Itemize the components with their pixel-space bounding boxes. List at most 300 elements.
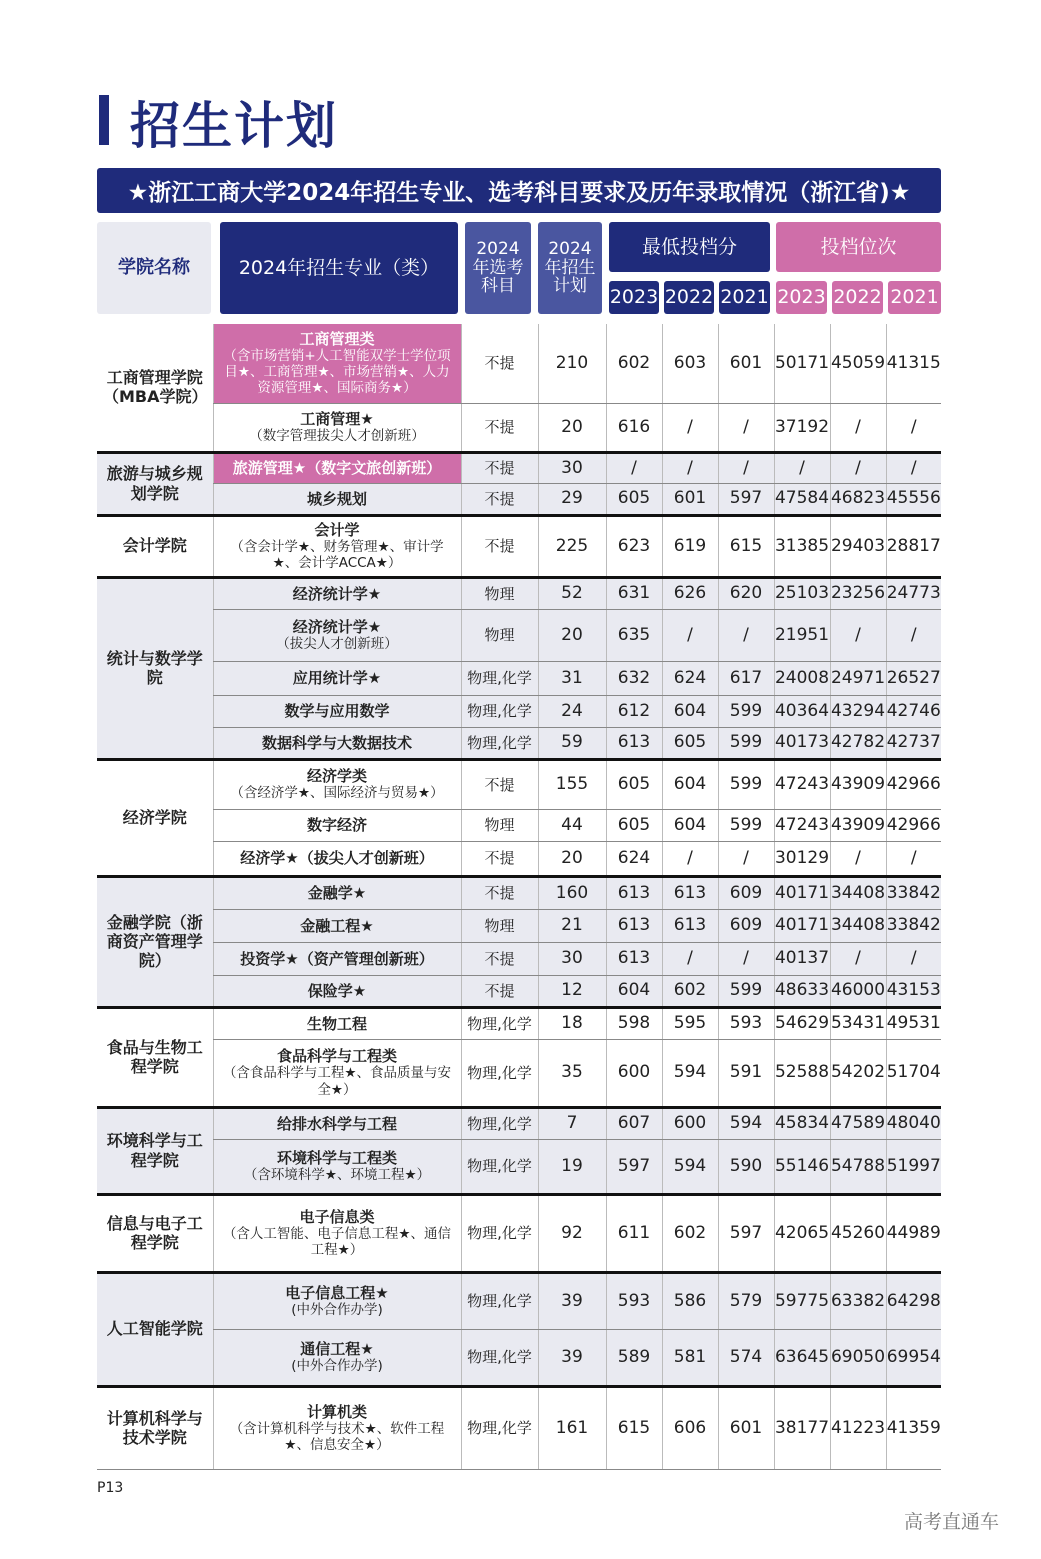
rank: / (830, 841, 886, 876)
major-title: 生物工程 (306, 1014, 367, 1033)
min-score: 631 (606, 577, 662, 609)
min-score: / (662, 841, 718, 876)
major-name (213, 1107, 461, 1139)
min-score: 597 (718, 1194, 774, 1272)
major-detail: （含人工智能、电子信息工程★、通信工程★） (222, 1225, 452, 1258)
enrollment-plan: 29 (538, 483, 606, 515)
college-name: 经济学院 (97, 759, 213, 876)
rank: 64298 (886, 1272, 941, 1329)
admission-table (97, 324, 941, 1470)
rank: 34408 (830, 909, 886, 942)
table-row (97, 577, 941, 609)
major-name (213, 1139, 461, 1194)
min-score: 595 (662, 1007, 718, 1039)
min-score: 599 (718, 975, 774, 1007)
min-score: 615 (718, 515, 774, 577)
title-accent-bar (99, 95, 109, 145)
min-score: 613 (662, 909, 718, 942)
rank: 40173 (774, 727, 830, 759)
rank: / (886, 841, 941, 876)
min-score: 599 (718, 809, 774, 841)
table-row (97, 1139, 941, 1194)
min-score: 604 (662, 695, 718, 727)
rank: 45834 (774, 1107, 830, 1139)
table-row (97, 483, 941, 515)
min-score: 613 (606, 727, 662, 759)
rank: 50171 (774, 324, 830, 403)
rank: 54788 (830, 1139, 886, 1194)
rank: 42782 (830, 727, 886, 759)
page-title: 招生计划 (130, 97, 338, 155)
table-row (97, 403, 941, 452)
min-score: 601 (718, 1386, 774, 1469)
major-title: 电子信息类 (299, 1207, 375, 1226)
rank: 47243 (774, 759, 830, 809)
min-score: / (718, 609, 774, 661)
subject-requirement: 物理 (461, 809, 538, 841)
college-name: 人工智能学院 (97, 1272, 213, 1386)
min-score: / (662, 452, 718, 483)
college-name: 会计学院 (97, 515, 213, 577)
subject-requirement: 不提 (461, 403, 538, 452)
min-score: 586 (662, 1272, 718, 1329)
major-title: 数字经济 (306, 816, 367, 834)
min-score: 597 (718, 483, 774, 515)
major-title: 旅游管理★（数字文旅创新班） (232, 459, 442, 477)
major-name (213, 727, 461, 759)
min-score: 599 (718, 759, 774, 809)
major-name (213, 1329, 461, 1386)
major-title: 环境科学与工程类 (276, 1148, 397, 1167)
rank: 53431 (830, 1007, 886, 1039)
major-title: 工商管理类 (299, 329, 375, 348)
major-name (213, 1386, 461, 1469)
min-score: 605 (662, 727, 718, 759)
rank: 55146 (774, 1139, 830, 1194)
subject-requirement: 不提 (461, 759, 538, 809)
subject-requirement: 物理,化学 (461, 695, 538, 727)
subject-requirement: 物理,化学 (461, 1039, 538, 1107)
rank: / (830, 609, 886, 661)
rank: 69954 (886, 1329, 941, 1386)
college-name: 信息与电子工程学院 (97, 1194, 213, 1272)
enrollment-plan: 59 (538, 727, 606, 759)
subject-requirement: 不提 (461, 876, 538, 909)
table-row (97, 809, 941, 841)
major-name (213, 876, 461, 909)
min-score: 593 (718, 1007, 774, 1039)
major-name (213, 942, 461, 975)
min-score: 613 (662, 876, 718, 909)
rank: 51997 (886, 1139, 941, 1194)
enrollment-plan: 39 (538, 1272, 606, 1329)
subject-requirement: 物理,化学 (461, 1194, 538, 1272)
header-college: 学院名称 (97, 222, 211, 314)
min-score: 609 (718, 909, 774, 942)
subject-requirement: 不提 (461, 324, 538, 403)
table-row (97, 1007, 941, 1039)
header-score-year: 2021 (719, 281, 770, 314)
rank: 38177 (774, 1386, 830, 1469)
rank: 42966 (886, 759, 941, 809)
watermark: 高考直通车 (904, 1511, 1000, 1533)
major-name (213, 1039, 461, 1107)
subject-requirement: 不提 (461, 452, 538, 483)
college-name: 旅游与城乡规划学院 (97, 452, 213, 515)
min-score: 602 (662, 1194, 718, 1272)
min-score: 581 (662, 1329, 718, 1386)
table-row (97, 759, 941, 809)
rank: 63382 (830, 1272, 886, 1329)
min-score: / (718, 942, 774, 975)
table-row (97, 942, 941, 975)
rank: 43909 (830, 759, 886, 809)
subject-requirement: 不提 (461, 841, 538, 876)
enrollment-plan: 7 (538, 1107, 606, 1139)
table-row (97, 609, 941, 661)
major-title: 计算机类 (306, 1402, 367, 1421)
enrollment-plan: 92 (538, 1194, 606, 1272)
min-score: 606 (662, 1386, 718, 1469)
rank: 41359 (886, 1386, 941, 1469)
major-name (213, 515, 461, 577)
major-detail: （拔尖人才创新班） (276, 635, 398, 652)
rank: / (886, 403, 941, 452)
enrollment-plan: 210 (538, 324, 606, 403)
min-score: 624 (662, 661, 718, 695)
enrollment-plan: 161 (538, 1386, 606, 1469)
rank: 30129 (774, 841, 830, 876)
table-row (97, 661, 941, 695)
major-title: 经济学类 (306, 767, 367, 786)
major-title: 经济统计学★ (292, 617, 382, 636)
rank: 28817 (886, 515, 941, 577)
rank: / (830, 403, 886, 452)
enrollment-plan: 20 (538, 403, 606, 452)
table-row (97, 1107, 941, 1139)
major-name (213, 809, 461, 841)
min-score: 598 (606, 1007, 662, 1039)
rank: 46823 (830, 483, 886, 515)
min-score: 613 (606, 876, 662, 909)
min-score: / (718, 841, 774, 876)
rank: 48040 (886, 1107, 941, 1139)
rank: / (886, 942, 941, 975)
major-detail: （含会计学★、财务管理★、审计学★、会计学ACCA★） (230, 538, 444, 571)
page-number: P13 (97, 1480, 124, 1496)
min-score: 590 (718, 1139, 774, 1194)
rank: 31385 (774, 515, 830, 577)
major-title: 金融学★ (307, 884, 367, 902)
enrollment-plan: 160 (538, 876, 606, 909)
enrollment-plan: 19 (538, 1139, 606, 1194)
min-score: 600 (662, 1107, 718, 1139)
rank: 42746 (886, 695, 941, 727)
min-score: 604 (662, 809, 718, 841)
major-title: 数学与应用数学 (284, 702, 390, 720)
min-score: / (718, 452, 774, 483)
min-score: 602 (662, 975, 718, 1007)
min-score: 604 (662, 759, 718, 809)
major-name (213, 975, 461, 1007)
min-score: 607 (606, 1107, 662, 1139)
header-rank-year: 2021 (888, 281, 941, 314)
enrollment-plan: 30 (538, 452, 606, 483)
major-title: 投资学★（资产管理创新班） (240, 949, 434, 968)
min-score: 605 (606, 483, 662, 515)
major-title: 食品科学与工程类 (276, 1047, 397, 1066)
rank: 52588 (774, 1039, 830, 1107)
rank: 47584 (774, 483, 830, 515)
enrollment-plan: 18 (538, 1007, 606, 1039)
min-score: 593 (606, 1272, 662, 1329)
table-row (97, 324, 941, 403)
rank: 24773 (886, 577, 941, 609)
subject-requirement: 物理,化学 (461, 1007, 538, 1039)
college-name: 环境科学与工程学院 (97, 1107, 213, 1194)
enrollment-plan: 30 (538, 942, 606, 975)
min-score: 626 (662, 577, 718, 609)
subject-requirement: 物理 (461, 577, 538, 609)
rank: 42737 (886, 727, 941, 759)
enrollment-plan: 20 (538, 609, 606, 661)
min-score: 613 (606, 909, 662, 942)
subject-requirement: 不提 (461, 483, 538, 515)
subject-requirement: 物理,化学 (461, 1386, 538, 1469)
enrollment-plan: 52 (538, 577, 606, 609)
header-score: 最低投档分 (609, 222, 770, 272)
rank: 41315 (886, 324, 941, 403)
rank: / (886, 452, 941, 483)
major-name (213, 403, 461, 452)
major-name (213, 577, 461, 609)
rank: 43909 (830, 809, 886, 841)
enrollment-plan: 35 (538, 1039, 606, 1107)
subject-requirement: 不提 (461, 515, 538, 577)
major-detail: （含市场营销+人工智能双学士学位项目★、工商管理★、市场营销★、人力资源管理★、国际商务★） (223, 347, 451, 397)
min-score: 620 (718, 577, 774, 609)
min-score: / (606, 452, 662, 483)
min-score: 594 (718, 1107, 774, 1139)
min-score: 597 (606, 1139, 662, 1194)
subject-requirement: 物理 (461, 909, 538, 942)
enrollment-plan: 155 (538, 759, 606, 809)
table-row (97, 876, 941, 909)
major-detail: （含计算机科学与技术★、软件工程★、信息安全★） (229, 1420, 445, 1453)
major-name (213, 759, 461, 809)
min-score: 599 (718, 727, 774, 759)
major-detail: （数字管理拔尖人才创新班） (249, 427, 425, 444)
min-score: / (662, 942, 718, 975)
table-row (97, 909, 941, 942)
major-name (213, 324, 461, 403)
rank: 40364 (774, 695, 830, 727)
major-name (213, 1272, 461, 1329)
rank: 45556 (886, 483, 941, 515)
table-row (97, 1272, 941, 1329)
rank: 24008 (774, 661, 830, 695)
rank: 40137 (774, 942, 830, 975)
major-title: 通信工程★ (300, 1339, 374, 1358)
table-row (97, 727, 941, 759)
rank: 51704 (886, 1039, 941, 1107)
major-title: 城乡规划 (306, 489, 367, 508)
min-score: 615 (606, 1386, 662, 1469)
min-score: 594 (662, 1139, 718, 1194)
rank: 54202 (830, 1039, 886, 1107)
table-banner: ★浙江工商大学2024年招生专业、选考科目要求及历年录取情况（浙江省)★ (97, 168, 941, 213)
rank: 47589 (830, 1107, 886, 1139)
college-name: 计算机科学与技术学院 (97, 1386, 213, 1469)
table-row (97, 1039, 941, 1107)
rank: 63645 (774, 1329, 830, 1386)
min-score: 594 (662, 1039, 718, 1107)
major-name (213, 695, 461, 727)
min-score: 579 (718, 1272, 774, 1329)
rank: 46000 (830, 975, 886, 1007)
subject-requirement: 物理,化学 (461, 1272, 538, 1329)
major-detail: (中外合作办学) (291, 1301, 383, 1318)
rank: 42065 (774, 1194, 830, 1272)
enrollment-plan: 12 (538, 975, 606, 1007)
major-title: 经济统计学★ (292, 584, 382, 603)
table-row (97, 1386, 941, 1469)
major-detail: （含食品科学与工程★、食品质量与安全★） (222, 1065, 452, 1098)
rank: 48633 (774, 975, 830, 1007)
header-rank-year: 2023 (776, 281, 827, 314)
major-name (213, 1194, 461, 1272)
rank: 24971 (830, 661, 886, 695)
rank: 41223 (830, 1386, 886, 1469)
rank: 37192 (774, 403, 830, 452)
min-score: 635 (606, 609, 662, 661)
table-row (97, 1194, 941, 1272)
enrollment-plan: 31 (538, 661, 606, 695)
min-score: 605 (606, 759, 662, 809)
rank: 49531 (886, 1007, 941, 1039)
rank: 25103 (774, 577, 830, 609)
major-detail: (中外合作办学) (291, 1357, 383, 1374)
min-score: / (662, 609, 718, 661)
table-row (97, 1329, 941, 1386)
subject-requirement: 不提 (461, 975, 538, 1007)
header-rank-year: 2022 (832, 281, 883, 314)
major-detail: （含环境科学★、环境工程★） (243, 1166, 431, 1183)
rank: 45260 (830, 1194, 886, 1272)
min-score: 623 (606, 515, 662, 577)
min-score: / (662, 403, 718, 452)
min-score: 599 (718, 695, 774, 727)
rank: 42966 (886, 809, 941, 841)
subject-requirement: 物理,化学 (461, 727, 538, 759)
min-score: 602 (606, 324, 662, 403)
rank: 45059 (830, 324, 886, 403)
major-title: 保险学★ (307, 981, 367, 1000)
rank: 33842 (886, 876, 941, 909)
major-title: 电子信息工程★ (285, 1283, 389, 1302)
major-title: 应用统计学★ (292, 669, 382, 687)
min-score: 591 (718, 1039, 774, 1107)
min-score: 619 (662, 515, 718, 577)
major-title: 给排水科学与工程 (276, 1114, 397, 1133)
min-score: 612 (606, 695, 662, 727)
major-title: 数据科学与大数据技术 (261, 733, 412, 752)
header-rank: 投档位次 (776, 222, 941, 272)
header-major: 2024年招生专业（类） (220, 222, 458, 314)
college-name: 食品与生物工程学院 (97, 1007, 213, 1107)
rank: 29403 (830, 515, 886, 577)
header-subject: 2024年选考科目 (465, 222, 531, 314)
major-title: 会计学 (314, 520, 360, 539)
min-score: 601 (718, 324, 774, 403)
subject-requirement: 不提 (461, 942, 538, 975)
rank: 40171 (774, 876, 830, 909)
subject-requirement: 物理,化学 (461, 1107, 538, 1139)
enrollment-plan: 24 (538, 695, 606, 727)
major-name (213, 609, 461, 661)
enrollment-plan: 20 (538, 841, 606, 876)
rank: 43294 (830, 695, 886, 727)
rank: / (886, 609, 941, 661)
enrollment-plan: 44 (538, 809, 606, 841)
table-row (97, 695, 941, 727)
subject-requirement: 物理,化学 (461, 1139, 538, 1194)
rank: 54629 (774, 1007, 830, 1039)
min-score: 624 (606, 841, 662, 876)
min-score: 611 (606, 1194, 662, 1272)
rank: 40171 (774, 909, 830, 942)
major-name (213, 909, 461, 942)
rank: 69050 (830, 1329, 886, 1386)
min-score: 616 (606, 403, 662, 452)
min-score: 604 (606, 975, 662, 1007)
major-title: 工商管理★ (300, 409, 374, 428)
min-score: 589 (606, 1329, 662, 1386)
college-name: 统计与数学学院 (97, 577, 213, 759)
min-score: 600 (606, 1039, 662, 1107)
rank: 21951 (774, 609, 830, 661)
subject-requirement: 物理,化学 (461, 661, 538, 695)
enrollment-plan: 21 (538, 909, 606, 942)
major-name (213, 1007, 461, 1039)
rank: 44989 (886, 1194, 941, 1272)
major-detail: （含经济学★、国际经济与贸易★） (230, 785, 444, 802)
table-row (97, 452, 941, 483)
major-title: 经济学★（拔尖人才创新班） (240, 849, 434, 867)
min-score: 632 (606, 661, 662, 695)
min-score: 605 (606, 809, 662, 841)
major-name (213, 661, 461, 695)
rank: 47243 (774, 809, 830, 841)
subject-requirement: 物理 (461, 609, 538, 661)
min-score: 603 (662, 324, 718, 403)
major-title: 金融工程★ (300, 916, 374, 935)
college-name: 工商管理学院（MBA学院） (97, 324, 213, 452)
rank: 43153 (886, 975, 941, 1007)
table-row (97, 975, 941, 1007)
min-score: / (718, 403, 774, 452)
rank: 34408 (830, 876, 886, 909)
min-score: 609 (718, 876, 774, 909)
min-score: 613 (606, 942, 662, 975)
table-row (97, 841, 941, 876)
subject-requirement: 物理,化学 (461, 1329, 538, 1386)
college-name: 金融学院（浙商资产管理学院） (97, 876, 213, 1007)
major-name (213, 483, 461, 515)
header-plan: 2024年招生计划 (538, 222, 602, 314)
enrollment-plan: 225 (538, 515, 606, 577)
rank: 23256 (830, 577, 886, 609)
